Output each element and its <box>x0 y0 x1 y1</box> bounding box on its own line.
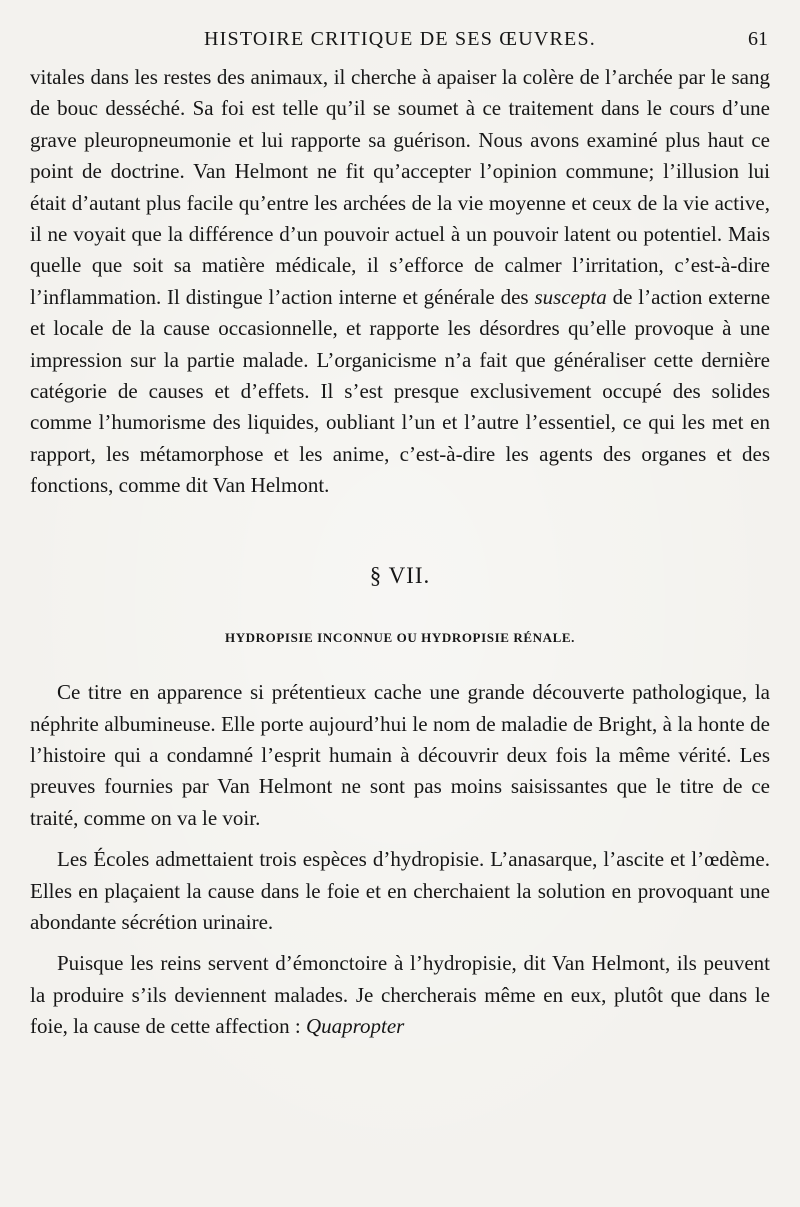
section-heading: § VII. <box>369 562 431 588</box>
paragraph-last <box>30 948 770 1042</box>
paragraph-text: Puisque les reins servent d’émonctoire à l’hydropisie, dit Van Helmont, ils peuvent la produire s’ils deviennent malades. Je chercherais même en eux, plutôt que dans le foie, la cause de cette affection : <box>30 951 770 1039</box>
paragraph: Les Écoles admettaient trois espèces d’hydropisie. L’anasarque, l’ascite et l’œdème. Elles en plaçaient la cause dans le foie et en cherchaient la solution en provoquant une abondante sécrétion urinaire. <box>30 847 770 934</box>
body-text <box>30 62 770 1043</box>
running-head <box>30 22 770 62</box>
paragraph-gap <box>30 938 770 948</box>
paragraph-continued <box>30 62 770 502</box>
italic-term: Quapropter <box>305 1014 405 1039</box>
paragraph-gap <box>30 834 770 844</box>
italic-term: suscepta <box>534 284 607 309</box>
section-subtitle: HYDROPISIE INCONNUE OU HYDROPISIE RÉNALE. <box>224 629 575 645</box>
running-title: HISTOIRE CRITIQUE DE SES ŒUVRES. <box>204 28 596 50</box>
paragraph: Ce titre en apparence si prétentieux cache une grande découverte pathologique, la néphrite albumineuse. Elle porte aujourd’hui le nom de maladie de Bright, à la honte de l’histoire qui a condamné l’esprit humain à découvrir deux fois la même vérité. Les preuves fournies par Van Helmont ne sont pas moins saisissantes que le titre de ce traité, comme on va le voir. <box>30 680 770 830</box>
paragraph-text: vitales dans les restes des animaux, il cherche à apaiser la colère de l’archée par le sang de bouc desséché. Sa foi est telle qu’il se soumet à ce traitement dans le cours d’une grave pleuropneumonie et lui rapporte sa guérison. Nous avons examiné plus haut ce point de doctrine. Van Helmont ne fit qu’accepter l’opinion commune; l’illusion lui était d’autant plus facile qu’entre les archées de la vie moyenne et ceux de la vie active, il ne voyait que la différence d’un pouvoir actuel à un pouvoir latent ou potentiel. Mais quelle que soit sa matière médicale, il s’efforce de calmer l’irritation, c’est-à-dire l’inflammation. Il distingue l’action interne et générale des <box>30 65 770 309</box>
page-number: 61 <box>748 28 768 50</box>
paragraph-text: de l’action externe et locale de la cause occasionnelle, et rapporte les désordres qu’elle provoque à une impression sur la partie malade. L’organicisme n’a fait que généraliser cette dernière catégorie de causes et d’effets. Il s’est presque exclusivement occupé des solides comme l’humorisme des liquides, oubliant l’un et l’autre l’essentiel, ce qui les met en rapport, les métamorphose et les anime, c’est-à-dire les agents des organes et des fonctions, comme dit Van Helmont. <box>30 284 771 498</box>
